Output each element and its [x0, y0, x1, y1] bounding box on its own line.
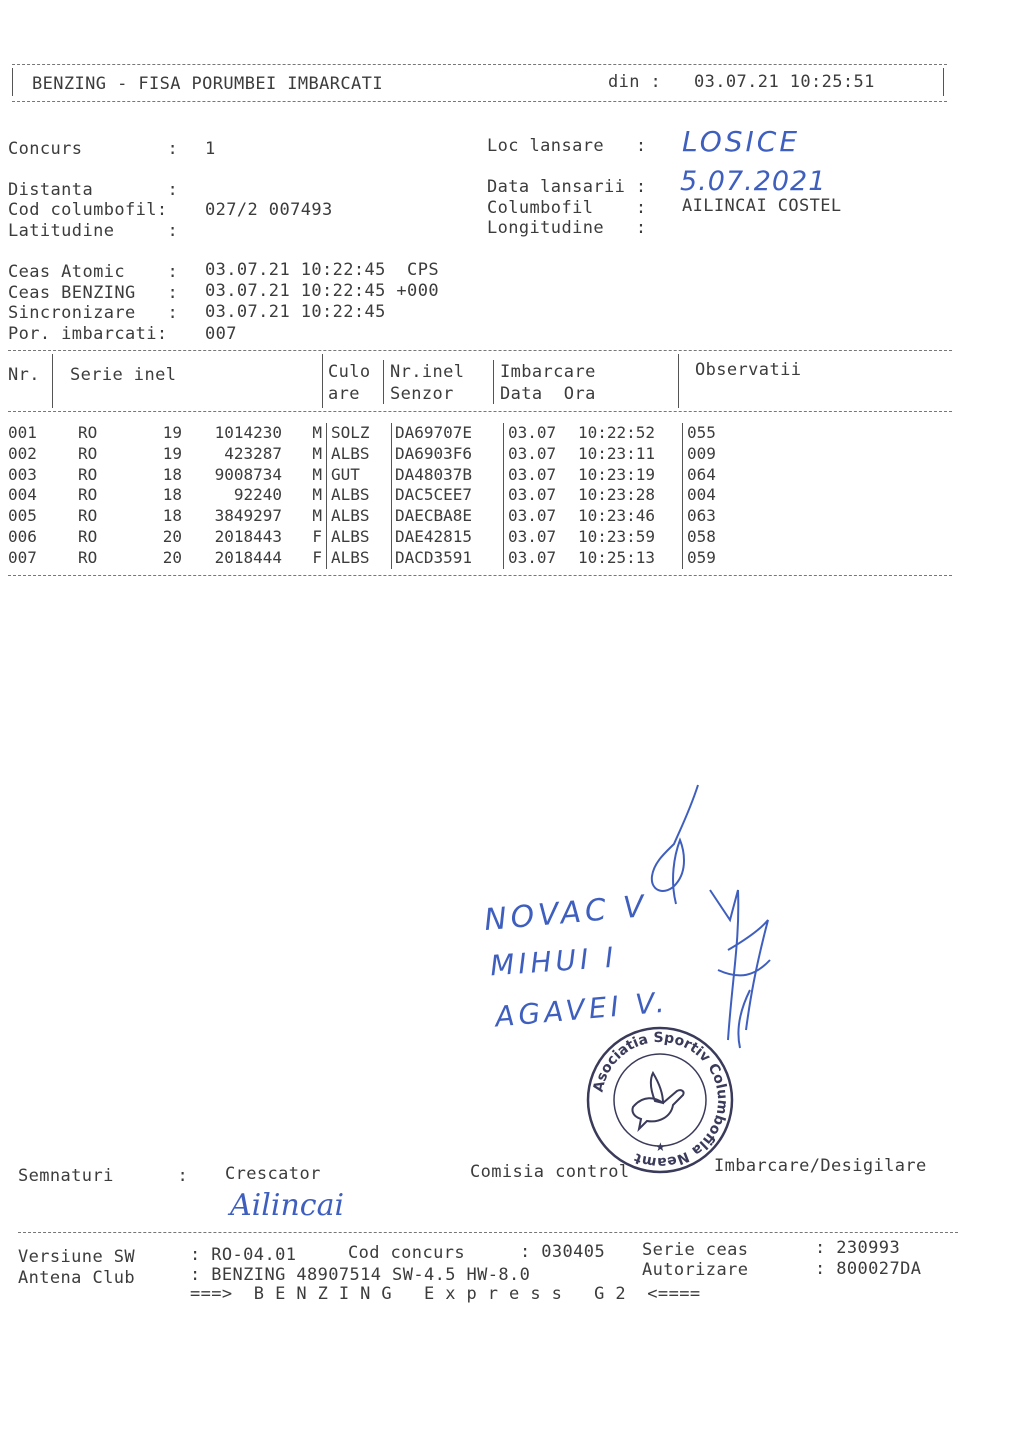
header-imbarcare-2: Data Ora [500, 384, 596, 404]
commission-name-3: AGAVEI V. [493, 985, 670, 1034]
col-sep-5 [678, 354, 679, 408]
crescator-signature: Ailincai [230, 1188, 345, 1223]
cell-col: ALBS [327, 527, 392, 548]
cell-sen: DAE42815 [392, 527, 504, 548]
table-row [8, 444, 747, 465]
header-nr-inel-1: Nr.inel [390, 362, 465, 382]
cell-cc: RO [78, 547, 98, 567]
cell-cc: RO [78, 423, 98, 442]
loc-lansare-value: LOSICE [682, 125, 801, 158]
cell-dt: 03.07 [504, 423, 579, 444]
cell-tm: 10:23:11 [578, 443, 656, 463]
concurs-label: Concurs : [8, 139, 179, 159]
cell-dt: 03.07 [504, 485, 579, 506]
data-lansarii-label: Data lansarii : [487, 177, 647, 197]
header-top-rule [12, 64, 947, 65]
antena-club-value: : BENZING 48907514 SW-4.5 HW-8.0 [190, 1265, 531, 1285]
cell-col: GUT [327, 465, 392, 486]
ceas-benzing-value: 03.07.21 10:22:45 +000 [205, 281, 439, 301]
distanta-label: Distanta : [8, 180, 179, 200]
cell-ring: 423287 [224, 443, 282, 463]
cell-sex: M [312, 506, 322, 526]
table-top-rule [8, 350, 952, 351]
cell-col: ALBS [327, 444, 392, 465]
cell-yr: 19 [162, 443, 182, 463]
cell-sen: DAC5CEE7 [392, 485, 504, 506]
sincronizare-label: Sincronizare : [8, 303, 179, 323]
cell-yr: 18 [162, 485, 182, 505]
columbofil-value: AILINCAI COSTEL [682, 196, 842, 216]
cell-ring: 9008734 [214, 464, 282, 484]
longitudine-label: Longitudine : [487, 218, 647, 238]
col-sep-4 [493, 360, 494, 404]
cell-nr: 002 [8, 443, 37, 463]
col-sep-1 [52, 354, 53, 408]
table-row [8, 423, 747, 444]
document-title: BENZING - FISA PORUMBEI IMBARCATI [32, 74, 383, 94]
benzing-banner: ===> B E N Z I N G E x p r e s s G 2 <==== [190, 1284, 701, 1304]
cell-col: SOLZ [327, 423, 392, 444]
cod-columbofil-label: Cod columbofil: [8, 200, 168, 220]
cell-sen: DA69707E [392, 423, 504, 444]
cell-tm: 10:23:59 [578, 526, 656, 546]
ceas-benzing-label: Ceas BENZING : [8, 283, 179, 303]
cell-sex: F [312, 547, 322, 567]
serie-ceas-label: Serie ceas [642, 1240, 749, 1260]
cell-yr: 20 [162, 526, 182, 546]
cell-obs: 058 [683, 527, 748, 548]
cell-sex: F [312, 526, 322, 546]
autorizare-label: Autorizare [642, 1260, 749, 1280]
cell-tm: 10:23:19 [578, 464, 656, 484]
cell-cc: RO [78, 485, 98, 505]
cell-dt: 03.07 [504, 548, 579, 569]
data-lansarii-value: 5.07.2021 [680, 166, 827, 197]
comisia-label: Comisia control [470, 1162, 630, 1182]
table-row [8, 527, 747, 548]
col-sep-2 [322, 354, 323, 408]
versiune-sw-label: Versiune SW [18, 1247, 135, 1267]
loc-lansare-label: Loc lansare : [487, 136, 647, 156]
cell-sex: M [312, 485, 322, 505]
autorizare-value: : 800027DA [815, 1259, 922, 1279]
latitudine-label: Latitudine : [8, 221, 179, 241]
stamp-text: Asociatia Sportiv Columbofila Neamt [590, 1029, 731, 1171]
header-serie-inel: Serie inel [70, 365, 177, 385]
header-nr: Nr. [8, 365, 40, 385]
din-label: din : [608, 72, 662, 92]
cell-yr: 20 [162, 547, 182, 567]
cell-sex: M [312, 464, 322, 484]
cell-ring: 2018443 [214, 526, 282, 546]
col-sep-3 [383, 360, 384, 404]
cell-cc: RO [78, 526, 98, 546]
pigeons-table [8, 423, 747, 569]
cell-col: ALBS [327, 485, 392, 506]
versiune-sw-value: : RO-04.01 [190, 1245, 297, 1265]
header-right-border [943, 68, 944, 96]
cell-sen: DA6903F6 [392, 444, 504, 465]
cell-tm: 10:22:52 [578, 423, 656, 442]
cell-nr: 007 [8, 547, 37, 567]
commission-name-1: NOVAC V [482, 888, 650, 939]
ceas-atomic-label: Ceas Atomic : [8, 262, 179, 282]
imbarcare-desigilare-label: Imbarcare/Desigilare [714, 1156, 927, 1176]
table-header-rule [8, 411, 952, 412]
cell-tm: 10:23:46 [578, 506, 656, 526]
cell-dt: 03.07 [504, 506, 579, 527]
cell-obs: 009 [683, 444, 748, 465]
columbofil-label: Columbofil : [487, 198, 647, 218]
ceas-atomic-value: 03.07.21 10:22:45 CPS [205, 260, 439, 280]
cell-obs: 055 [683, 423, 748, 444]
cell-sex: M [312, 423, 322, 442]
cell-sen: DA48037B [392, 465, 504, 486]
por-imbarcati-label: Por. imbarcati: [8, 324, 168, 344]
cell-obs: 059 [683, 548, 748, 569]
table-row [8, 548, 747, 569]
semnaturi-label: Semnaturi : [18, 1166, 189, 1186]
sincronizare-value: 03.07.21 10:22:45 [205, 302, 386, 322]
serie-ceas-value: : 230993 [815, 1238, 901, 1258]
por-imbarcati-value: 007 [205, 324, 237, 344]
cell-yr: 18 [162, 464, 182, 484]
cell-obs: 064 [683, 465, 748, 486]
header-culoare-2: are [328, 384, 360, 404]
cell-tm: 10:23:28 [578, 485, 656, 505]
header-left-border [12, 68, 13, 96]
cell-nr: 006 [8, 526, 37, 546]
crescator-label: Crescator [225, 1164, 321, 1184]
cell-cc: RO [78, 443, 98, 463]
cell-nr: 003 [8, 464, 37, 484]
header-imbarcare-1: Imbarcare [500, 362, 596, 382]
table-bottom-rule [8, 575, 952, 576]
cell-nr: 004 [8, 485, 37, 505]
cell-yr: 19 [162, 423, 182, 442]
cell-ring: 92240 [233, 485, 282, 505]
din-value: 03.07.21 10:25:51 [694, 72, 875, 92]
cell-cc: RO [78, 464, 98, 484]
cell-dt: 03.07 [504, 527, 579, 548]
header-bottom-rule [12, 101, 947, 102]
table-row [8, 465, 747, 486]
cell-sen: DAECBA8E [392, 506, 504, 527]
cell-col: ALBS [327, 506, 392, 527]
cell-obs: 004 [683, 485, 748, 506]
commission-name-2: MIHUI I [489, 940, 619, 983]
concurs-value: 1 [205, 139, 216, 159]
cell-yr: 18 [162, 506, 182, 526]
antena-club-label: Antena Club [18, 1268, 135, 1288]
header-nr-inel-2: Senzor [390, 384, 454, 404]
footer-top-rule [18, 1232, 958, 1233]
association-stamp [585, 1025, 735, 1175]
table-row [8, 485, 747, 506]
cell-sen: DACD3591 [392, 548, 504, 569]
svg-text:★: ★ [655, 1140, 666, 1154]
header-observatii: Observatii [695, 360, 802, 380]
cell-nr: 005 [8, 506, 37, 526]
cell-col: ALBS [327, 548, 392, 569]
cell-obs: 063 [683, 506, 748, 527]
cell-sex: M [312, 443, 322, 463]
cell-nr: 001 [8, 423, 37, 442]
cell-dt: 03.07 [504, 444, 579, 465]
cell-ring: 1014230 [214, 423, 282, 442]
cell-ring: 2018444 [214, 547, 282, 567]
cod-concurs-value: : 030405 [520, 1242, 606, 1262]
header-culoare-1: Culo [328, 362, 371, 382]
cell-tm: 10:25:13 [578, 547, 656, 567]
cell-dt: 03.07 [504, 465, 579, 486]
cell-cc: RO [78, 506, 98, 526]
cod-concurs-label: Cod concurs [348, 1243, 465, 1263]
cod-columbofil-value: 027/2 007493 [205, 200, 333, 220]
table-row [8, 506, 747, 527]
cell-ring: 3849297 [214, 506, 282, 526]
